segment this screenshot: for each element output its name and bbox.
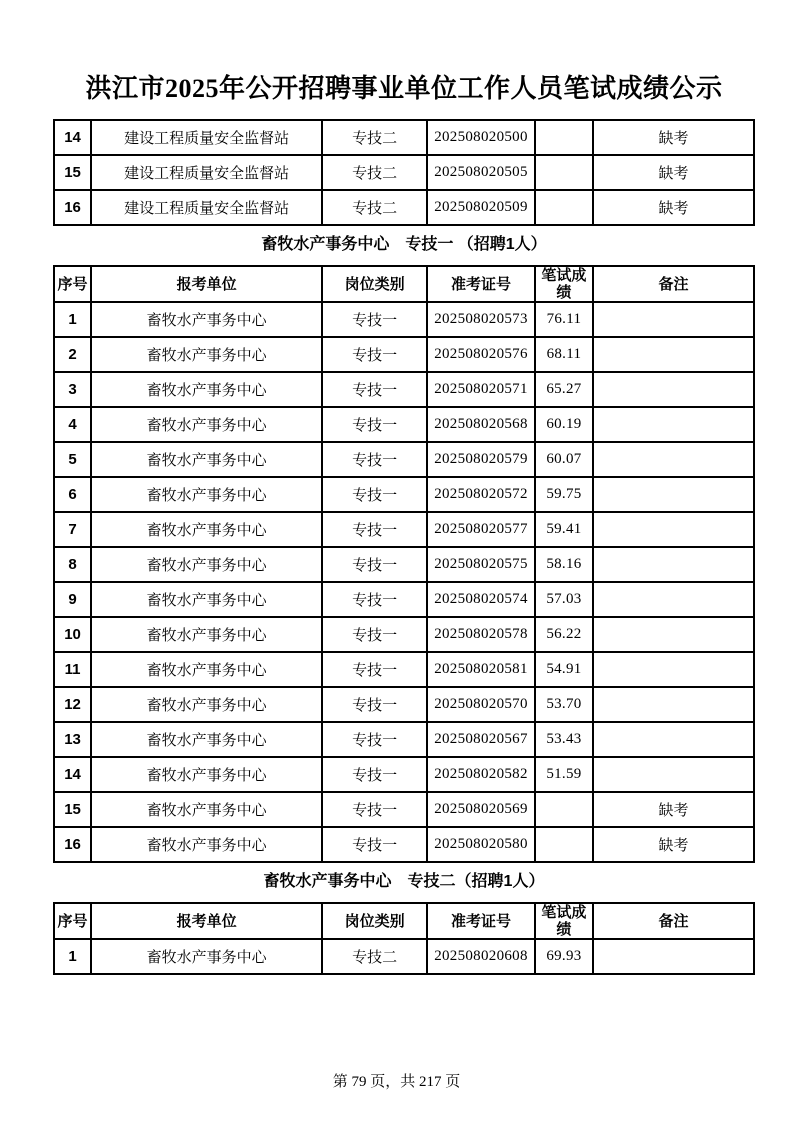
cell-ticket-number: 202508020567 <box>427 722 535 757</box>
cell-ticket-number: 202508020573 <box>427 302 535 337</box>
cell-post-category: 专技二 <box>322 120 427 155</box>
table-row <box>54 687 754 722</box>
cell-remark <box>593 372 754 407</box>
col-header-written-score: 笔试成绩 <box>535 266 593 302</box>
cell-written-score: 53.43 <box>535 722 593 757</box>
cell-unit: 畜牧水产事务中心 <box>91 407 322 442</box>
col-header-unit: 报考单位 <box>91 903 322 939</box>
cell-ticket-number: 202508020580 <box>427 827 535 862</box>
cell-written-score: 53.70 <box>535 687 593 722</box>
cell-seq: 4 <box>54 407 91 442</box>
cell-remark <box>593 617 754 652</box>
col-header-post-category: 岗位类别 <box>322 903 427 939</box>
cell-written-score: 57.03 <box>535 582 593 617</box>
col-header-remark: 备注 <box>593 266 754 302</box>
score-table <box>53 119 755 226</box>
cell-unit: 畜牧水产事务中心 <box>91 547 322 582</box>
cell-unit: 畜牧水产事务中心 <box>91 477 322 512</box>
col-header-post-category: 岗位类别 <box>322 266 427 302</box>
cell-post-category: 专技一 <box>322 687 427 722</box>
cell-seq: 16 <box>54 190 91 225</box>
cell-written-score: 56.22 <box>535 617 593 652</box>
cell-remark <box>593 302 754 337</box>
cell-post-category: 专技一 <box>322 722 427 757</box>
cell-unit: 畜牧水产事务中心 <box>91 442 322 477</box>
cell-seq: 15 <box>54 792 91 827</box>
cell-unit: 畜牧水产事务中心 <box>91 757 322 792</box>
cell-written-score: 76.11 <box>535 302 593 337</box>
cell-written-score <box>535 155 593 190</box>
cell-written-score <box>535 827 593 862</box>
cell-unit: 畜牧水产事务中心 <box>91 939 322 974</box>
section-heading: 畜牧水产事务中心 专技一 （招聘1人） <box>261 236 547 253</box>
cell-post-category: 专技一 <box>322 407 427 442</box>
cell-unit: 畜牧水产事务中心 <box>91 652 322 687</box>
cell-unit: 畜牧水产事务中心 <box>91 372 322 407</box>
col-header-unit: 报考单位 <box>91 266 322 302</box>
table-header-row <box>54 266 754 302</box>
cell-ticket-number: 202508020582 <box>427 757 535 792</box>
cell-unit: 建设工程质量安全监督站 <box>91 155 322 190</box>
cell-seq: 3 <box>54 372 91 407</box>
cell-seq: 15 <box>54 155 91 190</box>
document-content <box>53 0 755 975</box>
cell-remark: 缺考 <box>593 155 754 190</box>
table-row <box>54 939 754 974</box>
cell-seq: 16 <box>54 827 91 862</box>
cell-post-category: 专技一 <box>322 477 427 512</box>
col-header-seq: 序号 <box>54 903 91 939</box>
cell-remark <box>593 582 754 617</box>
cell-unit: 畜牧水产事务中心 <box>91 617 322 652</box>
cell-seq: 10 <box>54 617 91 652</box>
cell-written-score <box>535 190 593 225</box>
cell-seq: 1 <box>54 939 91 974</box>
table-row <box>54 372 754 407</box>
cell-unit: 畜牧水产事务中心 <box>91 687 322 722</box>
cell-ticket-number: 202508020577 <box>427 512 535 547</box>
cell-remark: 缺考 <box>593 120 754 155</box>
table-row <box>54 792 754 827</box>
cell-written-score: 60.19 <box>535 407 593 442</box>
cell-post-category: 专技一 <box>322 827 427 862</box>
cell-written-score: 68.11 <box>535 337 593 372</box>
cell-remark <box>593 939 754 974</box>
page-footer: 第 79 页，共 217 页 <box>332 1074 461 1090</box>
col-header-remark: 备注 <box>593 903 754 939</box>
cell-ticket-number: 202508020574 <box>427 582 535 617</box>
cell-seq: 13 <box>54 722 91 757</box>
cell-seq: 7 <box>54 512 91 547</box>
cell-remark: 缺考 <box>593 190 754 225</box>
table-row <box>54 337 754 372</box>
col-header-ticket-number: 准考证号 <box>427 903 535 939</box>
cell-seq: 8 <box>54 547 91 582</box>
cell-written-score: 69.93 <box>535 939 593 974</box>
page-title: 洪江市2025年公开招聘事业单位工作人员笔试成绩公示 <box>85 74 723 103</box>
table-row <box>54 652 754 687</box>
cell-ticket-number: 202508020505 <box>427 155 535 190</box>
cell-remark <box>593 722 754 757</box>
cell-seq: 1 <box>54 302 91 337</box>
cell-ticket-number: 202508020569 <box>427 792 535 827</box>
cell-post-category: 专技一 <box>322 792 427 827</box>
cell-written-score: 58.16 <box>535 547 593 582</box>
cell-ticket-number: 202508020608 <box>427 939 535 974</box>
cell-post-category: 专技一 <box>322 652 427 687</box>
table-row <box>54 757 754 792</box>
table-row <box>54 302 754 337</box>
cell-written-score: 59.41 <box>535 512 593 547</box>
cell-remark: 缺考 <box>593 792 754 827</box>
cell-ticket-number: 202508020572 <box>427 477 535 512</box>
cell-post-category: 专技二 <box>322 190 427 225</box>
score-table-section <box>53 234 755 863</box>
cell-unit: 畜牧水产事务中心 <box>91 827 322 862</box>
cell-remark <box>593 652 754 687</box>
table-row <box>54 155 754 190</box>
cell-unit: 畜牧水产事务中心 <box>91 512 322 547</box>
cell-post-category: 专技一 <box>322 547 427 582</box>
section-heading: 畜牧水产事务中心 专技二（招聘1人） <box>263 873 545 890</box>
cell-unit: 建设工程质量安全监督站 <box>91 190 322 225</box>
table-row <box>54 722 754 757</box>
cell-remark: 缺考 <box>593 827 754 862</box>
table-row <box>54 827 754 862</box>
cell-seq: 5 <box>54 442 91 477</box>
cell-written-score: 59.75 <box>535 477 593 512</box>
cell-remark <box>593 757 754 792</box>
score-table-section <box>53 871 755 975</box>
cell-ticket-number: 202508020576 <box>427 337 535 372</box>
table-header-row <box>54 903 754 939</box>
cell-post-category: 专技一 <box>322 757 427 792</box>
table-row <box>54 477 754 512</box>
cell-unit: 畜牧水产事务中心 <box>91 722 322 757</box>
cell-written-score: 54.91 <box>535 652 593 687</box>
cell-unit: 畜牧水产事务中心 <box>91 582 322 617</box>
cell-written-score: 60.07 <box>535 442 593 477</box>
cell-remark <box>593 442 754 477</box>
cell-ticket-number: 202508020578 <box>427 617 535 652</box>
cell-ticket-number: 202508020579 <box>427 442 535 477</box>
cell-post-category: 专技一 <box>322 512 427 547</box>
cell-ticket-number: 202508020575 <box>427 547 535 582</box>
cell-remark <box>593 687 754 722</box>
table-row <box>54 190 754 225</box>
cell-written-score <box>535 120 593 155</box>
cell-post-category: 专技一 <box>322 442 427 477</box>
table-row <box>54 617 754 652</box>
cell-seq: 9 <box>54 582 91 617</box>
cell-remark <box>593 512 754 547</box>
cell-seq: 6 <box>54 477 91 512</box>
cell-unit: 畜牧水产事务中心 <box>91 337 322 372</box>
cell-seq: 11 <box>54 652 91 687</box>
table-row <box>54 512 754 547</box>
cell-seq: 2 <box>54 337 91 372</box>
score-table-section <box>53 119 755 226</box>
cell-seq: 12 <box>54 687 91 722</box>
col-header-ticket-number: 准考证号 <box>427 266 535 302</box>
cell-seq: 14 <box>54 120 91 155</box>
col-header-written-score: 笔试成绩 <box>535 903 593 939</box>
cell-remark <box>593 477 754 512</box>
cell-written-score: 51.59 <box>535 757 593 792</box>
cell-ticket-number: 202508020509 <box>427 190 535 225</box>
cell-written-score: 65.27 <box>535 372 593 407</box>
table-row <box>54 547 754 582</box>
score-table <box>53 902 755 975</box>
cell-post-category: 专技一 <box>322 617 427 652</box>
cell-ticket-number: 202508020570 <box>427 687 535 722</box>
cell-ticket-number: 202508020571 <box>427 372 535 407</box>
cell-post-category: 专技二 <box>322 155 427 190</box>
cell-seq: 14 <box>54 757 91 792</box>
score-table <box>53 265 755 863</box>
cell-post-category: 专技一 <box>322 372 427 407</box>
cell-ticket-number: 202508020581 <box>427 652 535 687</box>
cell-post-category: 专技一 <box>322 582 427 617</box>
tables-host <box>53 119 755 975</box>
cell-post-category: 专技一 <box>322 337 427 372</box>
table-row <box>54 120 754 155</box>
col-header-seq: 序号 <box>54 266 91 302</box>
cell-unit: 畜牧水产事务中心 <box>91 302 322 337</box>
table-row <box>54 582 754 617</box>
cell-remark <box>593 337 754 372</box>
table-row <box>54 442 754 477</box>
cell-unit: 建设工程质量安全监督站 <box>91 120 322 155</box>
cell-remark <box>593 407 754 442</box>
cell-unit: 畜牧水产事务中心 <box>91 792 322 827</box>
cell-post-category: 专技一 <box>322 302 427 337</box>
cell-post-category: 专技二 <box>322 939 427 974</box>
cell-ticket-number: 202508020568 <box>427 407 535 442</box>
cell-ticket-number: 202508020500 <box>427 120 535 155</box>
table-row <box>54 407 754 442</box>
cell-remark <box>593 547 754 582</box>
cell-written-score <box>535 792 593 827</box>
